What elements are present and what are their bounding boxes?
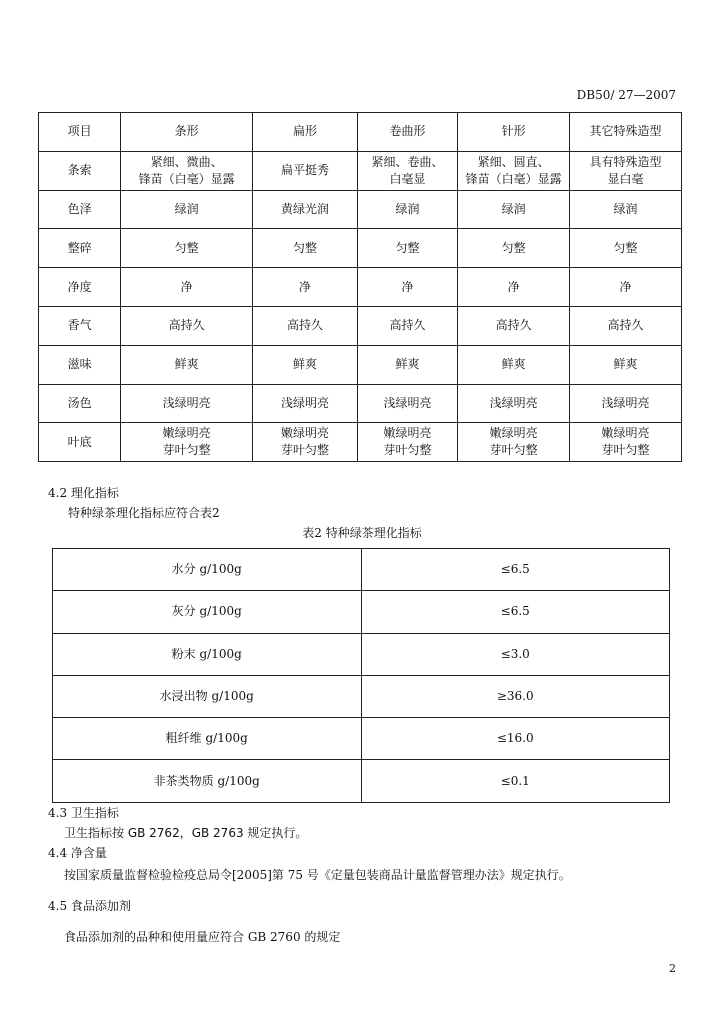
indicator-name: 粉末 g/100g [53, 633, 362, 675]
cell-text-line: 鲜爽 [292, 357, 317, 372]
table-row [53, 760, 670, 802]
table-cell [357, 229, 457, 268]
row-label: 色泽 [39, 190, 121, 229]
table-cell [357, 384, 457, 423]
table-cell [458, 384, 570, 423]
cell-text-line: 净 [619, 279, 632, 294]
table-cell [458, 306, 570, 345]
table-row [39, 229, 682, 268]
table-cell [458, 190, 570, 229]
column-header: 针形 [458, 113, 570, 152]
table-row [53, 633, 670, 675]
table-2-caption: 表2 特种绿茶理化指标 [302, 526, 422, 540]
indicator-value: ≤6.5 [361, 549, 670, 591]
table-cell [357, 345, 457, 384]
row-label: 净度 [39, 268, 121, 307]
table-cell [252, 423, 357, 462]
appearance-quality-table [38, 112, 682, 462]
table-cell [357, 190, 457, 229]
cell-text-line: 高持久 [495, 318, 532, 333]
indicator-value: ≤3.0 [361, 633, 670, 675]
table-row [53, 718, 670, 760]
table-cell [252, 345, 357, 384]
cell-text-line: 锋苗（白毫）显露 [465, 171, 562, 186]
cell-text-line: 芽叶匀整 [601, 443, 650, 458]
table-cell [121, 384, 253, 423]
indicator-name: 粗纤维 g/100g [53, 718, 362, 760]
table-cell [252, 229, 357, 268]
cell-text-line: 黄绿光润 [280, 201, 329, 216]
cell-text-line: 匀整 [613, 240, 638, 255]
cell-text-line: 芽叶匀整 [280, 443, 329, 458]
cell-text-line: 鲜爽 [174, 357, 199, 372]
section-4-5-body: 食品添加剂的品种和使用量应符合 GB 2760 的规定 [64, 930, 341, 944]
table-row [39, 151, 682, 190]
appearance-quality-table-body [39, 113, 682, 462]
table-row [39, 268, 682, 307]
table-cell [121, 345, 253, 384]
table-row [39, 190, 682, 229]
cell-text-line: 芽叶匀整 [383, 443, 432, 458]
table-cell [570, 190, 682, 229]
cell-text-line: 绿润 [613, 201, 638, 216]
cell-text-line: 芽叶匀整 [162, 443, 211, 458]
table-cell [458, 229, 570, 268]
page-number: 2 [669, 962, 676, 975]
cell-text-line: 锋苗（白毫）显露 [138, 171, 235, 186]
cell-text-line: 鲜爽 [395, 357, 420, 372]
table-cell [121, 151, 253, 190]
indicator-value: ≤6.5 [361, 591, 670, 633]
section-4-5-heading: 4.5 食品添加剂 [48, 899, 131, 913]
cell-text-line: 高持久 [389, 318, 426, 333]
table-row [53, 675, 670, 717]
cell-text-line: 绿润 [501, 201, 526, 216]
cell-text-line: 紧细、微曲、 [150, 154, 223, 169]
cell-text-line: 浅绿明亮 [162, 395, 211, 410]
row-label: 条索 [39, 151, 121, 190]
table-cell [570, 268, 682, 307]
cell-text-line: 显白毫 [607, 171, 644, 186]
table-row [53, 549, 670, 591]
cell-text-line: 浅绿明亮 [489, 395, 538, 410]
physicochemical-table-body [53, 549, 670, 803]
cell-text-line: 高持久 [168, 318, 205, 333]
table-row [39, 423, 682, 462]
table-cell [121, 306, 253, 345]
cell-text-line: 嫩绿明亮 [601, 426, 650, 441]
table-cell [357, 423, 457, 462]
table-cell [570, 151, 682, 190]
table-row [39, 306, 682, 345]
table-cell [357, 151, 457, 190]
table-cell [252, 268, 357, 307]
table-cell [252, 151, 357, 190]
section-4-2-body: 特种绿茶理化指标应符合表2 [68, 506, 220, 520]
cell-text-line: 匀整 [501, 240, 526, 255]
cell-text-line: 绿润 [174, 201, 199, 216]
table-cell [121, 229, 253, 268]
table-cell [570, 306, 682, 345]
cell-text-line: 匀整 [292, 240, 317, 255]
table-row [53, 591, 670, 633]
table-cell [252, 190, 357, 229]
section-4-4-heading: 4.4 净含量 [48, 846, 107, 860]
cell-text-line: 匀整 [174, 240, 199, 255]
row-label: 整碎 [39, 229, 121, 268]
table-row [39, 384, 682, 423]
indicator-name: 水浸出物 g/100g [53, 675, 362, 717]
cell-text-line: 芽叶匀整 [489, 443, 538, 458]
row-label: 汤色 [39, 384, 121, 423]
column-header: 项目 [39, 113, 121, 152]
section-4-3-body: 卫生指标按 GB 2762，GB 2763 规定执行。 [64, 826, 308, 840]
cell-text-line: 绿润 [395, 201, 420, 216]
table-cell [458, 151, 570, 190]
table-cell [357, 268, 457, 307]
cell-text-line: 嫩绿明亮 [280, 426, 329, 441]
cell-text-line: 嫩绿明亮 [162, 426, 211, 441]
table-cell [121, 190, 253, 229]
column-header: 扁形 [252, 113, 357, 152]
cell-text-line: 净 [298, 279, 311, 294]
indicator-name: 水分 g/100g [53, 549, 362, 591]
cell-text-line: 浅绿明亮 [280, 395, 329, 410]
table-cell [458, 345, 570, 384]
cell-text-line: 净 [507, 279, 520, 294]
table-header-row [39, 113, 682, 152]
cell-text-line: 浅绿明亮 [383, 395, 432, 410]
cell-text-line: 浅绿明亮 [601, 395, 650, 410]
cell-text-line: 扁平挺秀 [280, 163, 329, 178]
table-cell [458, 423, 570, 462]
cell-text-line: 嫩绿明亮 [383, 426, 432, 441]
indicator-value: ≤0.1 [361, 760, 670, 802]
cell-text-line: 鲜爽 [501, 357, 526, 372]
cell-text-line: 嫩绿明亮 [489, 426, 538, 441]
table-cell [570, 345, 682, 384]
indicator-name: 非茶类物质 g/100g [53, 760, 362, 802]
physicochemical-table [52, 548, 670, 803]
row-label: 滋味 [39, 345, 121, 384]
table-cell [458, 268, 570, 307]
cell-text-line: 紧细、圆直、 [477, 154, 550, 169]
section-4-4-body: 按国家质量监督检验检疫总局令[2005]第 75 号《定量包装商品计量监督管理办法》规定执行。 [64, 868, 571, 882]
section-4-3-heading: 4.3 卫生指标 [48, 806, 119, 820]
indicator-value: ≤16.0 [361, 718, 670, 760]
table-cell [570, 384, 682, 423]
column-header: 条形 [121, 113, 253, 152]
cell-text-line: 紧细、卷曲、 [371, 154, 444, 169]
row-label: 叶底 [39, 423, 121, 462]
section-4-2-heading: 4.2 理化指标 [48, 486, 119, 500]
document-code: DB50/ 27—2007 [576, 88, 676, 102]
indicator-name: 灰分 g/100g [53, 591, 362, 633]
cell-text-line: 净 [180, 279, 193, 294]
cell-text-line: 匀整 [395, 240, 420, 255]
column-header: 其它特殊造型 [570, 113, 682, 152]
cell-text-line: 净 [401, 279, 414, 294]
cell-text-line: 具有特殊造型 [589, 154, 662, 169]
table-cell [252, 306, 357, 345]
indicator-value: ≥36.0 [361, 675, 670, 717]
column-header: 卷曲形 [357, 113, 457, 152]
cell-text-line: 高持久 [607, 318, 644, 333]
row-label: 香气 [39, 306, 121, 345]
cell-text-line: 高持久 [286, 318, 323, 333]
table-row [39, 345, 682, 384]
table-cell [357, 306, 457, 345]
table-cell [570, 229, 682, 268]
table-cell [252, 384, 357, 423]
cell-text-line: 白毫显 [389, 171, 426, 186]
table-cell [121, 423, 253, 462]
table-cell [570, 423, 682, 462]
table-cell [121, 268, 253, 307]
cell-text-line: 鲜爽 [613, 357, 638, 372]
